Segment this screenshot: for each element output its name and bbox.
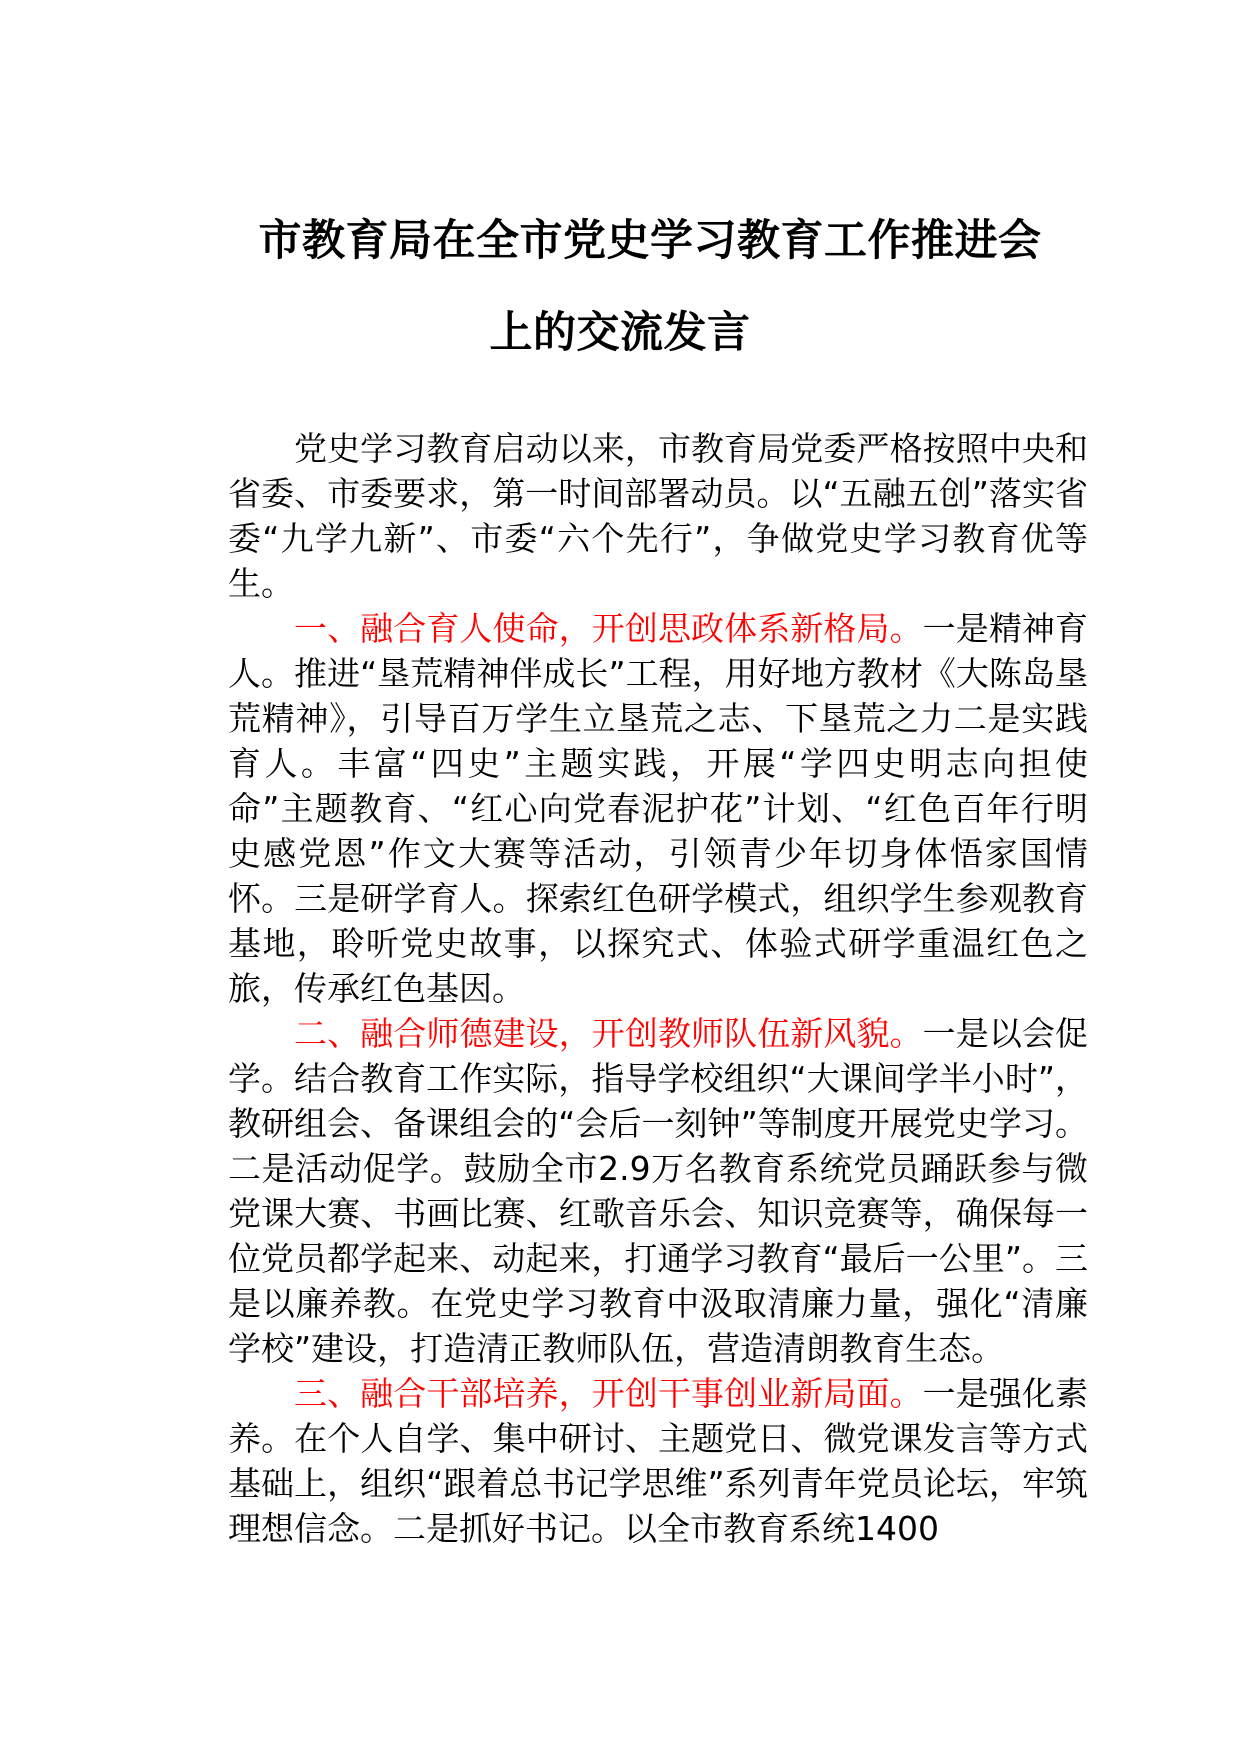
section-heading-1: 一、融合育人使命，开创思政体系新格局。 [294, 609, 923, 648]
section-paragraph-3 [228, 1371, 1088, 1551]
section-body-3: 一是强化素养。在个人自学、集中研讨、主题党日、微党课发言等方式基础上，组织“跟着总书记学思维”系列青年党员论坛，牢筑理想信念。二是抓好书记。以全市教育系统1400 [228, 1374, 1089, 1548]
section-body-2: 一是以会促学。结合教育工作实际，指导学校组织“大课间学半小时”，教研组会、备课组会的“会后一刻钟”等制度开展党史学习。二是活动促学。鼓励全市2.9万名教育系统党员踊跃参与微党课大赛、书画比赛、红歌音乐会、知识竞赛等，确保每一位党员都学起来、动起来，打通学习教育“最后一公里”。三是以廉养教。在党史学习教育中汲取清廉力量，强化“清廉学校”建设，打造清正教师队伍，营造清朗教育生态。 [228, 1014, 1089, 1368]
section-paragraph-2 [228, 1011, 1088, 1371]
section-heading-3: 三、融合干部培养，开创干事创业新局面。 [294, 1374, 923, 1413]
intro-paragraph: 党史学习教育启动以来，市教育局党委严格按照中央和省委、市委要求，第一时间部署动员。以“五融五创”落实省委“九学九新”、市委“六个先行”，争做党史学习教育优等生。 [228, 429, 1088, 603]
document-title-line-2: 上的交流发言 [489, 308, 751, 358]
section-paragraph-1 [228, 606, 1088, 1011]
document-body [228, 426, 1088, 1551]
document-title-line-1: 市教育局在全市党史学习教育工作推进会 [258, 216, 1042, 266]
section-body-1: 一是精神育人。推进“垦荒精神伴成长”工程，用好地方教材《大陈岛垦荒精神》，引导百万学生立垦荒之志、下垦荒之力二是实践育人。丰富“四史”主题实践，开展“学四史明志向担使命”主题教育、“红心向党春泥护花”计划、“红色百年行明史感党恩”作文大赛等活动，引领青少年切身体悟家国情怀。三是研学育人。探索红色研学模式，组织学生参观教育基地，聆听党史故事，以探究式、体验式研学重温红色之旅，传承红色基因。 [228, 609, 1089, 1008]
section-heading-2: 二、融合师德建设，开创教师队伍新风貌。 [294, 1014, 923, 1053]
